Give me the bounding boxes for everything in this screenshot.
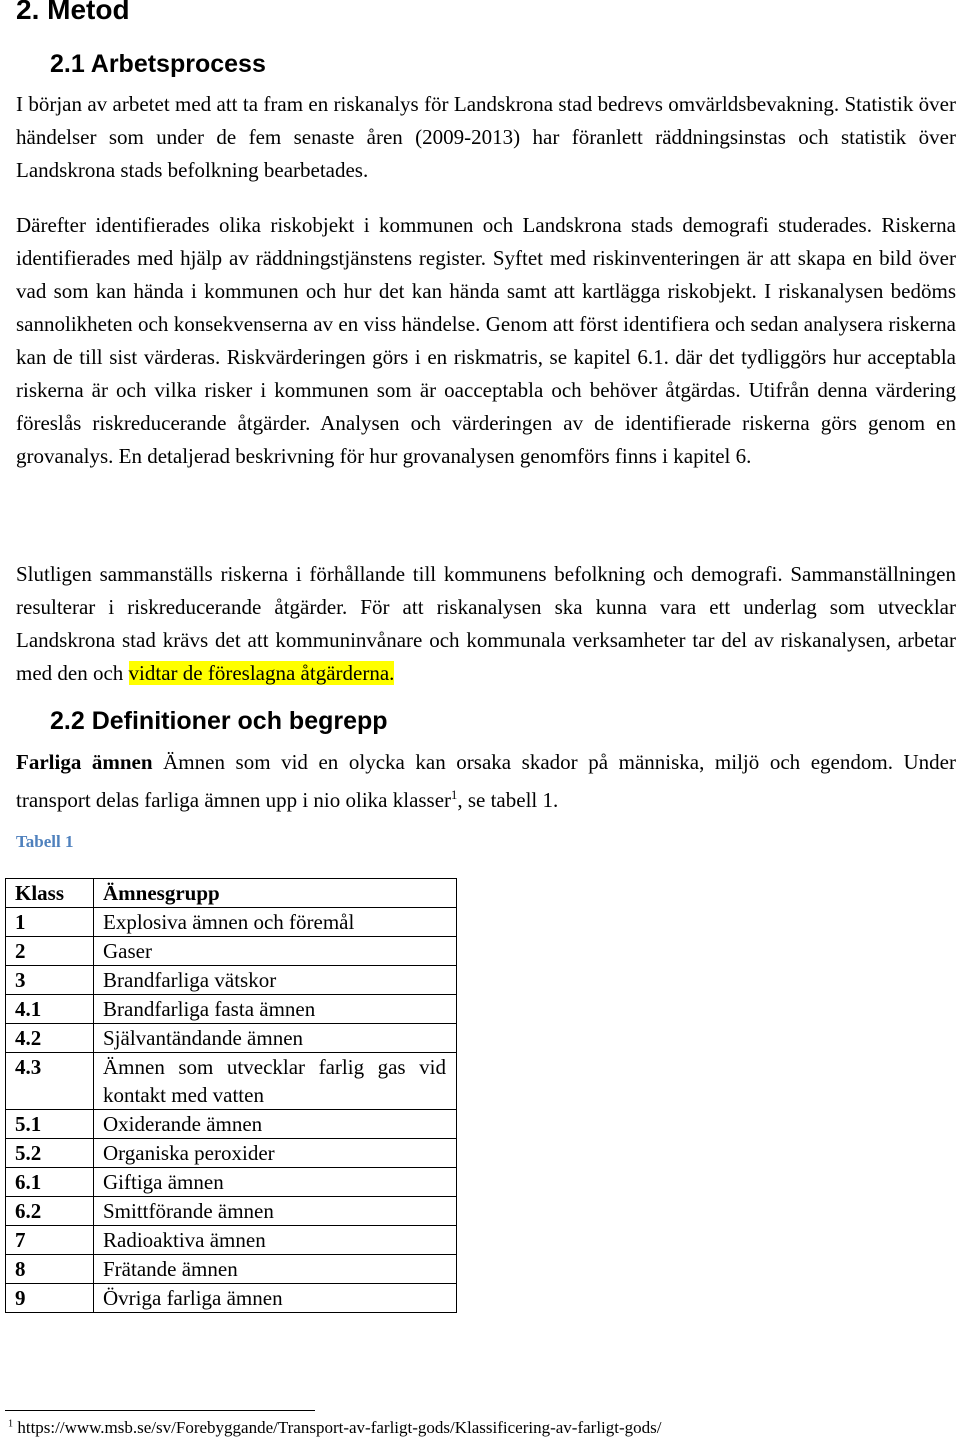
class-cell: 4.1	[6, 995, 94, 1024]
class-cell: 5.2	[6, 1139, 94, 1168]
table-row	[6, 937, 457, 966]
section-heading-arbetsprocess: 2.1 Arbetsprocess	[50, 50, 266, 78]
class-cell: 4.3	[6, 1053, 94, 1110]
table-row	[6, 966, 457, 995]
table-caption: Tabell 1	[16, 832, 74, 851]
table-row	[6, 1226, 457, 1255]
table-row	[6, 1255, 457, 1284]
class-cell: 8	[6, 1255, 94, 1284]
table-row	[6, 1284, 457, 1313]
table-row	[6, 1168, 457, 1197]
table-row	[6, 1024, 457, 1053]
group-cell: Organiska peroxider	[94, 1139, 457, 1168]
group-cell: Smittförande ämnen	[94, 1197, 457, 1226]
group-cell: Giftiga ämnen	[94, 1168, 457, 1197]
definition-term: Farliga ämnen	[16, 750, 153, 774]
group-cell: Oxiderande ämnen	[94, 1110, 457, 1139]
table-row	[6, 1197, 457, 1226]
footnote-number: 1	[8, 1418, 14, 1430]
class-cell: 5.1	[6, 1110, 94, 1139]
definition-farliga-amnen	[16, 746, 956, 817]
group-cell: Brandfarliga fasta ämnen	[94, 995, 457, 1024]
paragraph-intro: I början av arbetet med att ta fram en riskanalys för Landskrona stad bedrevs omvärldsbevakning. Statistik över händelser som under de fem senaste åren (2009-2013) har föranlett räddningsinstas och statistik över Landskrona stads befolkning bearbetades.	[16, 92, 956, 182]
class-cell: 2	[6, 937, 94, 966]
highlighted-text: vidtar de föreslagna åtgärderna.	[128, 661, 395, 685]
table-row	[6, 1110, 457, 1139]
table-row	[6, 995, 457, 1024]
column-header-klass: Klass	[6, 879, 94, 908]
group-cell: Frätande ämnen	[94, 1255, 457, 1284]
table-header-row	[6, 879, 457, 908]
group-cell: Brandfarliga vätskor	[94, 966, 457, 995]
class-cell: 6.1	[6, 1168, 94, 1197]
group-cell: Övriga farliga ämnen	[94, 1284, 457, 1313]
group-cell: Radioaktiva ämnen	[94, 1226, 457, 1255]
class-cell: 9	[6, 1284, 94, 1313]
class-cell: 4.2	[6, 1024, 94, 1053]
table-row	[6, 1053, 457, 1110]
footnote	[8, 1418, 662, 1438]
group-cell: Självantändande ämnen	[94, 1024, 457, 1053]
paragraph-method: Därefter identifierades olika riskobjekt i kommunen och Landskrona stads demografi studerades. Riskerna identifierades med hjälp av räddningstjänstens register. Syftet med riskinventeringen är att skapa en bild över vad som kan hända i kommunen och hur det kan hända samt att kartlägga riskobjekt. I riskanalysen bedöms sannolikheten och konsekvenserna av en viss händelse. Genom att först identifiera och sedan analysera riskerna kan de till sist värderas. Riskvärderingen görs i en riskmatris, se kapitel 6.1. där det tydliggörs hur acceptabla riskerna är och vilka risker i kommunen som är oacceptabla och behöver åtgärdas. Utifrån denna värdering föreslås riskreducerande åtgärder. Analysen och värderingen av de identifierade riskerna görs genom en grovanalys. En detaljerad beskrivning för hur grovanalysen genomförs finns i kapitel 6.	[16, 213, 956, 468]
table-body	[6, 908, 457, 1313]
class-cell: 6.2	[6, 1197, 94, 1226]
group-cell: Ämnen som utvecklar farlig gas vid kontakt med vatten	[94, 1053, 457, 1110]
definition-text-2: , se tabell 1.	[457, 788, 559, 812]
chapter-heading: 2. Metod	[16, 0, 130, 25]
footnote-link[interactable]: https://www.msb.se/sv/Forebyggande/Transport-av-farligt-gods/Klassificering-av-farligt-gods/	[13, 1418, 662, 1437]
footnote-reference[interactable]: 1	[451, 788, 458, 802]
class-cell: 1	[6, 908, 94, 937]
column-header-amnesgrupp: Ämnesgrupp	[94, 879, 457, 908]
class-cell: 7	[6, 1226, 94, 1255]
paragraph-summary-text: Slutligen sammanställs riskerna i förhållande till kommunens befolkning och demografi. Sammanställningen resulterar i riskreducerande åtgärder. För att riskanalysen ska kunna vara ett underlag som utvecklar Landskrona stad krävs det att kommuninvånare och kommunala verksamheter tar del av riskanalysen, arbetar med den och	[16, 562, 956, 685]
hazard-class-table	[5, 878, 457, 1313]
paragraph-summary	[16, 558, 956, 690]
group-cell: Gaser	[94, 937, 457, 966]
class-cell: 3	[6, 966, 94, 995]
table-row	[6, 1139, 457, 1168]
group-cell: Explosiva ämnen och föremål	[94, 908, 457, 937]
footnote-separator	[5, 1410, 315, 1411]
table-row	[6, 908, 457, 937]
section-heading-definitioner: 2.2 Definitioner och begrepp	[50, 707, 388, 735]
definition-text-1: Ämnen som vid en olycka kan orsaka skador på människa, miljö och egendom. Under transport delas farliga ämnen upp i nio olika klasser	[16, 750, 956, 812]
